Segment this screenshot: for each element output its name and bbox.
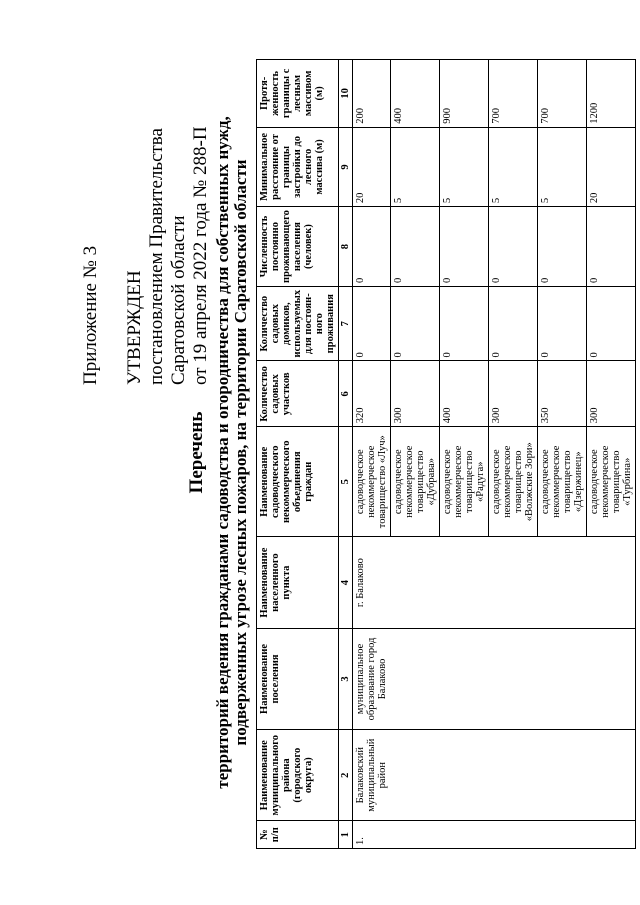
- header-cell: Наименование поселения: [257, 629, 339, 730]
- approved-label: УТВЕРЖДЕН: [124, 270, 145, 385]
- population-cell: 0: [353, 207, 391, 287]
- header-cell: Количество садовых участков: [257, 361, 339, 427]
- column-number: 7: [339, 286, 353, 361]
- column-number: 1: [339, 821, 353, 849]
- column-number: 8: [339, 207, 353, 287]
- header-cell: Наименование муниципального района (городского округа): [257, 729, 339, 821]
- houses-cell: 0: [489, 286, 538, 361]
- houses-cell: 0: [587, 286, 636, 361]
- table-header-row: [257, 60, 339, 849]
- houses-cell: 0: [391, 286, 440, 361]
- association-name: садоводческое некоммерческое товарищество «Турбина»: [587, 427, 636, 537]
- column-number: 2: [339, 729, 353, 821]
- houses-cell: 0: [440, 286, 489, 361]
- row-number: 1.: [353, 821, 636, 849]
- approval-line-3: от 19 апреля 2022 года № 288-П: [190, 126, 211, 385]
- header-cell: Наименование населенного пункта: [257, 537, 339, 629]
- approval-line-1: постановлением Правительства: [146, 128, 167, 385]
- column-number: 4: [339, 537, 353, 629]
- association-name: садоводческое некоммерческое товарищество «Волжские Зори»: [489, 427, 538, 537]
- header-cell: Наименование садоводческого некоммерческого объединения граждан: [257, 427, 339, 537]
- district-cell: Балаковский муниципальный район: [353, 729, 636, 821]
- header-cell: Минимальное расстояние от границы застройки до лесного массива (м): [257, 127, 339, 206]
- header-cell: № п/п: [257, 821, 339, 849]
- length-cell: 1200: [587, 60, 636, 128]
- length-cell: 700: [538, 60, 587, 128]
- length-cell: 400: [391, 60, 440, 128]
- plots-cell: 300: [391, 361, 440, 427]
- distance-cell: 20: [353, 127, 391, 206]
- distance-cell: 5: [489, 127, 538, 206]
- population-cell: 0: [587, 207, 636, 287]
- distance-cell: 20: [587, 127, 636, 206]
- population-cell: 0: [538, 207, 587, 287]
- plots-cell: 350: [538, 361, 587, 427]
- plots-cell: 300: [587, 361, 636, 427]
- population-cell: 0: [440, 207, 489, 287]
- approval-line-2: Саратовской области: [168, 215, 189, 385]
- length-cell: 900: [440, 60, 489, 128]
- document-subtitle: территорий ведения гражданами садоводства и огородничества для собственных нужд, подверженных угрозе лесных пожаров, на территории Саратовской области: [213, 116, 250, 789]
- header-cell: Протя-женность границы с лесным массивом (м): [257, 60, 339, 128]
- column-number-row: [339, 60, 353, 849]
- table-row: [353, 60, 391, 849]
- distance-cell: 5: [538, 127, 587, 206]
- column-number: 3: [339, 629, 353, 730]
- houses-cell: 0: [353, 286, 391, 361]
- settlement-cell: муниципальное образование город Балаково: [353, 629, 636, 730]
- length-cell: 700: [489, 60, 538, 128]
- header-cell: Численность постоянно проживающего населения (человек): [257, 207, 339, 287]
- column-number: 10: [339, 60, 353, 128]
- population-cell: 0: [489, 207, 538, 287]
- column-number: 9: [339, 127, 353, 206]
- document-title: Перечень: [186, 411, 207, 494]
- population-cell: 0: [391, 207, 440, 287]
- plots-cell: 320: [353, 361, 391, 427]
- plots-cell: 400: [440, 361, 489, 427]
- appendix-number: Приложение № 3: [80, 245, 101, 385]
- distance-cell: 5: [440, 127, 489, 206]
- association-name: садоводческое некоммерческое товарищество «Луч»: [353, 427, 391, 537]
- column-number: 6: [339, 361, 353, 427]
- association-name: садоводческое некоммерческое товарищество «Дзержинец»: [538, 427, 587, 537]
- association-name: садоводческое некоммерческое товарищество «Радуга»: [440, 427, 489, 537]
- header-cell: Количество садовых домиков, используемых для постоян-ного проживания: [257, 286, 339, 361]
- length-cell: 200: [353, 60, 391, 128]
- association-name: садоводческое некоммерческое товарищество «Дубрава»: [391, 427, 440, 537]
- plots-cell: 300: [489, 361, 538, 427]
- territories-table: [256, 59, 636, 849]
- houses-cell: 0: [538, 286, 587, 361]
- locality-cell: г. Балаково: [353, 537, 636, 629]
- distance-cell: 5: [391, 127, 440, 206]
- column-number: 5: [339, 427, 353, 537]
